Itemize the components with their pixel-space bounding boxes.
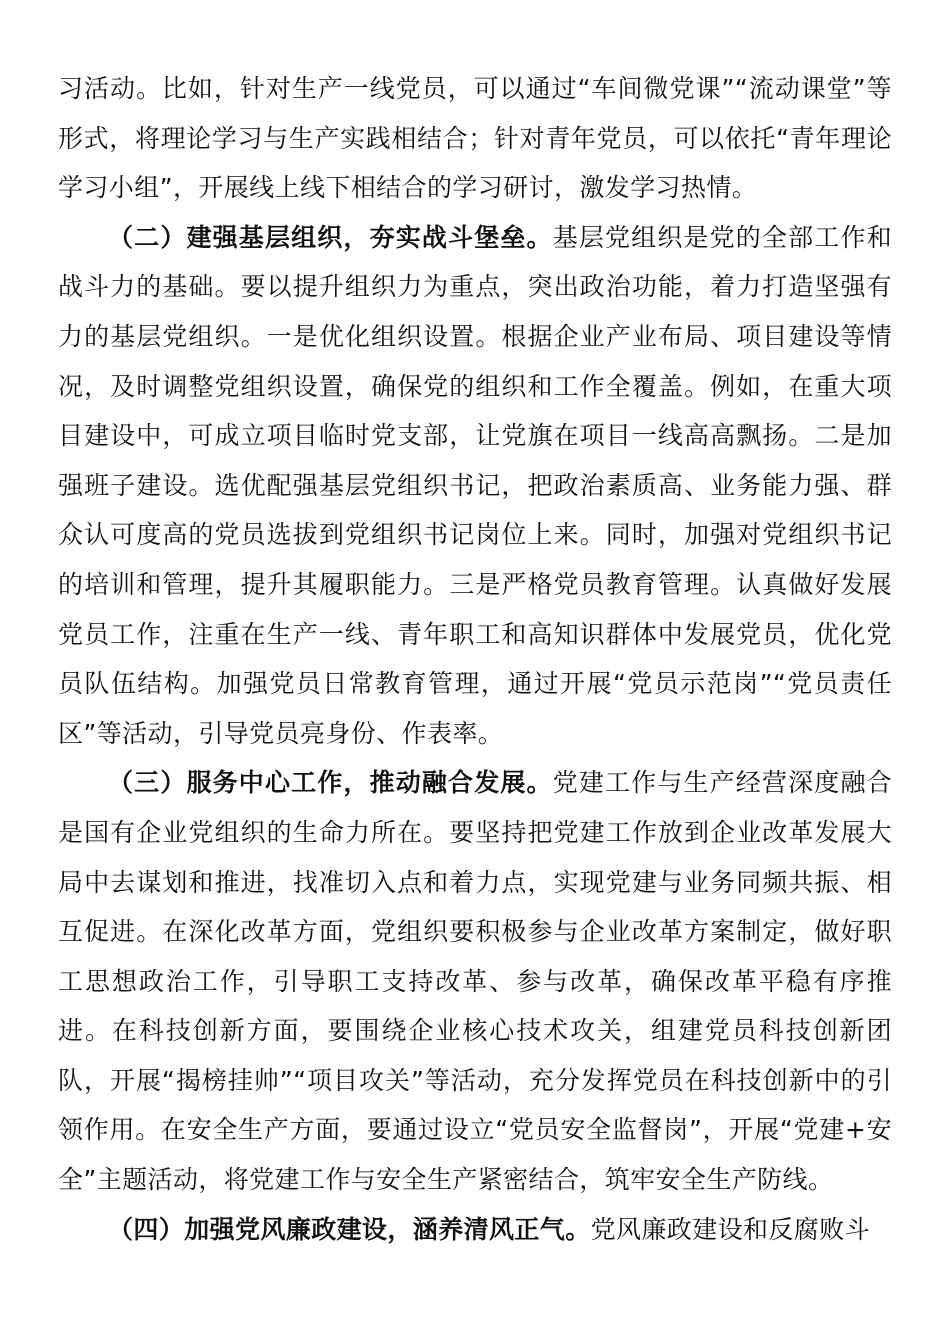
paragraph-section-3 [58, 758, 892, 1204]
paragraph-body: 党建工作与生产经营深度融合是国有企业党组织的生命力所在。要坚持把党建工作放到企业改革发展大局中去谋划和推进，找准切入点和着力点，实现党建与业务同频共振、相互促进。在深化改革方面，党组织要积极参与企业改革方案制定，做好职工思想政治工作，引导职工支持改革、参与改革，确保改革平稳有序推进。在科技创新方面，要围绕企业核心技术攻关，组建党员科技创新团队，开展“揭榜挂帅”“项目攻关”等活动，充分发挥党员在科技创新中的引领作用。在安全生产方面，要通过设立“党员安全监督岗”，开展“党建+安全”主题活动，将党建工作与安全生产紧密结合，筑牢安全生产防线。 [58, 768, 893, 1195]
section-heading: （四）加强党风廉政建设，涵养清风正气。 [108, 1214, 591, 1244]
section-heading: （三）服务中心工作，推动融合发展。 [108, 768, 553, 798]
paragraph-section-4 [58, 1205, 892, 1255]
document-page [58, 64, 892, 1254]
paragraph-body: 习活动。比如，针对生产一线党员，可以通过“车间微党课”“流动课堂”等形式，将理论学习与生产实践相结合；针对青年党员，可以依托“青年理论学习小组”，开展线上线下相结合的学习研讨，激发学习热情。 [58, 74, 892, 203]
paragraph-body: 党风廉政建设和反腐败斗 [590, 1214, 871, 1244]
paragraph-continuation [58, 64, 892, 213]
paragraph-body: 基层党组织是党的全部工作和战斗力的基础。要以提升组织力为重点，突出政治功能，着力打造坚强有力的基层党组织。一是优化组织设置。根据企业产业布局、项目建设等情况，及时调整党组织设置，确保党的组织和工作全覆盖。例如，在重大项目建设中，可成立项目临时党支部，让党旗在项目一线高高飘扬。二是加强班子建设。选优配强基层党组织书记，把政治素质高、业务能力强、群众认可度高的党员选拔到党组织书记岗位上来。同时，加强对党组织书记的培训和管理，提升其履职能力。三是严格党员教育管理。认真做好发展党员工作，注重在生产一线、青年职工和高知识群体中发展党员，优化党员队伍结构。加强党员日常教育管理，通过开展“党员示范岗”“党员责任区”等活动，引导党员亮身份、作表率。 [58, 222, 893, 748]
paragraph-section-2 [58, 213, 892, 759]
section-heading: （二）建强基层组织，夯实战斗堡垒。 [108, 222, 553, 252]
